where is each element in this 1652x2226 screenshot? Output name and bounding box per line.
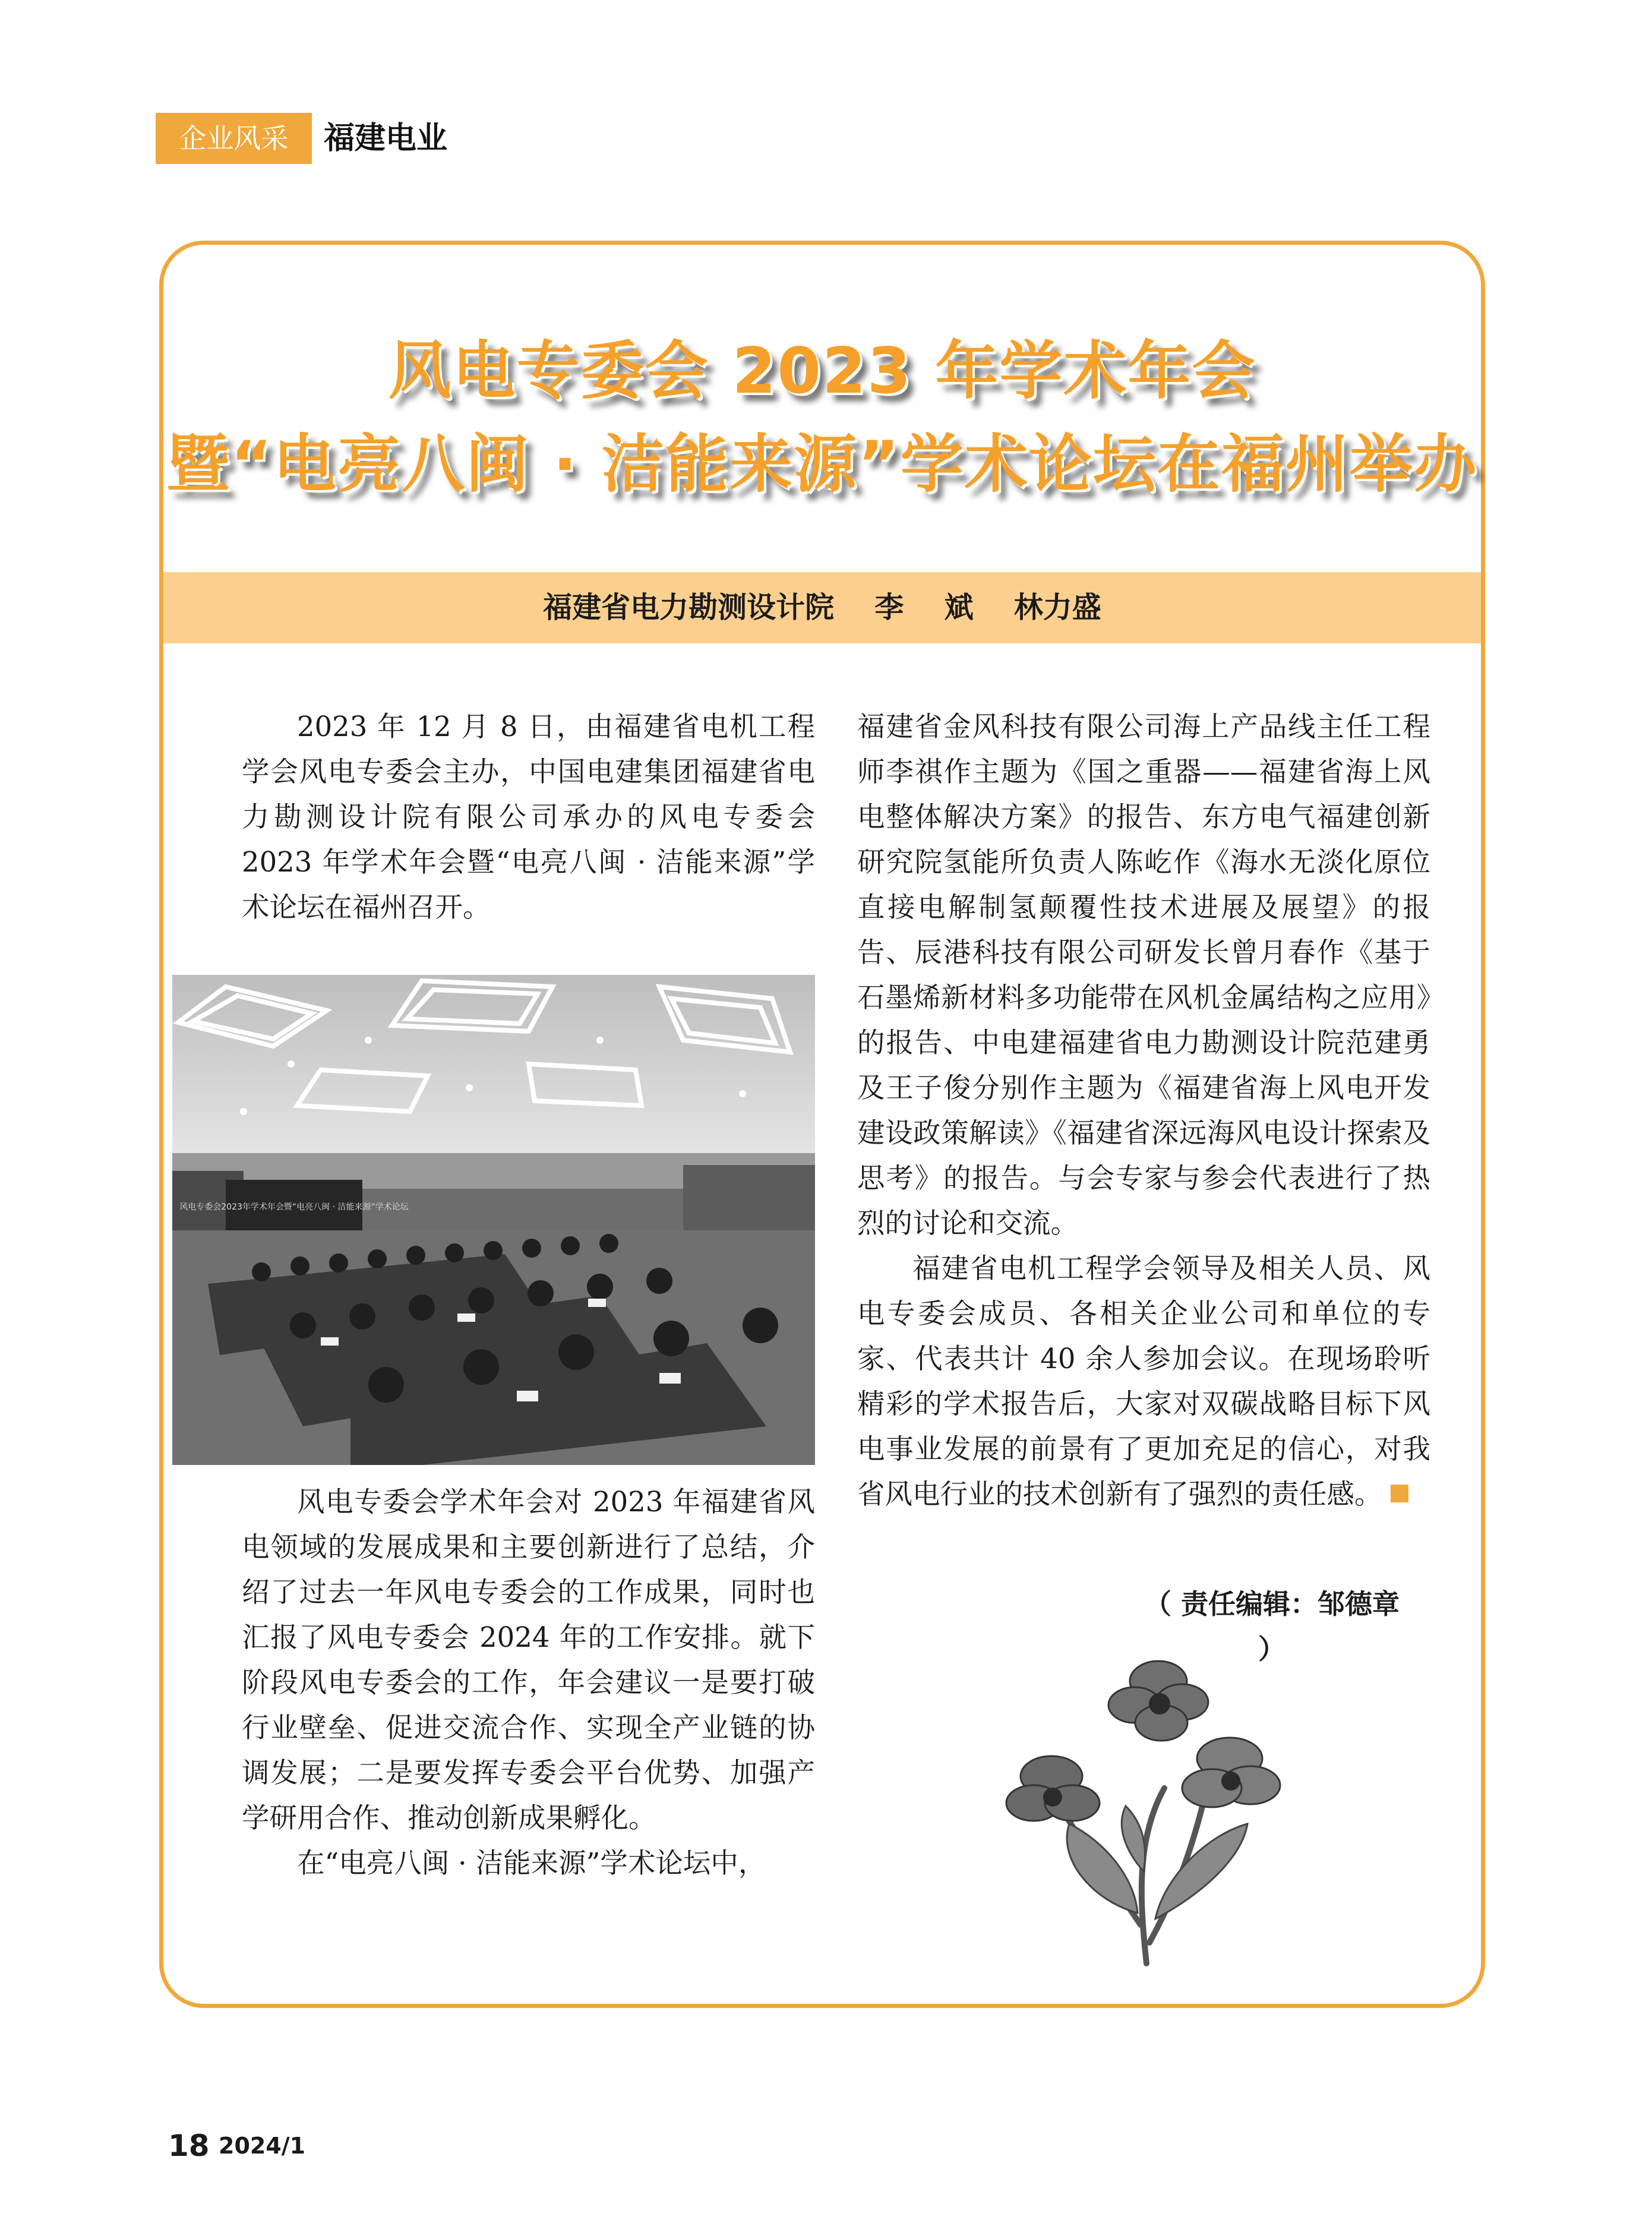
- article-title-line-2: 暨“电亮八闽 · 洁能来源”学术论坛在福州举办: [166, 428, 1478, 501]
- conference-photo: [172, 975, 815, 1465]
- paragraph-closing-text: 福建省电机工程学会领导及相关人员、风电专委会成员、各相关企业公司和单位的专家、代表共计 40 余人参加会议。在现场聆听精彩的学术报告后，大家对双碳战略目标下风电事业发展的前景有了更加充足的信心，对我省风电行业的技术创新有了强烈的责任感。: [857, 1252, 1430, 1510]
- issue-number: 2024/1: [219, 2133, 306, 2159]
- right-column: [857, 704, 1430, 1517]
- end-mark-icon: [1391, 1485, 1408, 1502]
- paragraph-intro: 2023 年 12 月 8 日，由福建省电机工程学会风电专委会主办，中国电建集团福建省电力勘测设计院有限公司承办的风电专委会 2023 年学术年会暨“电亮八闽 · 洁能来源”学术论坛在福州召开。: [242, 711, 815, 923]
- photo-screen-text: 风电专委会2023年学术年会暨“电亮八闽 · 洁能来源”学术论坛: [179, 1202, 409, 1212]
- paragraph-reports: 福建省金风科技有限公司海上产品线主任工程师李祺作主题为《国之重器——福建省海上风电整体解决方案》的报告、东方电气福建创新研究院氢能所负责人陈屹作《海水无淡化原位直接电解制氢颠覆性技术进展及展望》的报告、辰港科技有限公司研发长曾月春作《基于石墨烯新材料多功能带在风机金属结构之应用》的报告、中电建福建省电力勘测设计院范建勇及王子俊分别作主题为《福建省海上风电开发建设政策解读》《福建省深远海风电设计探索及思考》的报告。与会专家与参会代表进行了热烈的讨论和交流。: [857, 711, 1430, 1239]
- section-tag: 企业风采: [156, 113, 312, 164]
- paragraph-closing: [857, 1246, 1430, 1517]
- left-column-top: [242, 704, 815, 930]
- magazine-name: 福建电业: [324, 121, 448, 156]
- conference-photo-image: [172, 975, 815, 1465]
- byline: 福建省电力勘测设计院 李 斌 林力盛: [163, 572, 1481, 643]
- paragraph-forum-intro: 在“电亮八闽 · 洁能来源”学术论坛中，: [297, 1847, 766, 1879]
- flower-illustration-icon: [986, 1646, 1295, 1966]
- page-number: 18: [168, 2129, 210, 2163]
- editor-credit: （ 责任编辑：邹德章 ）: [1144, 1588, 1400, 1665]
- paragraph-summary: 风电专委会学术年会对 2023 年福建省风电领域的发展成果和主要创新进行了总结，介绍了过去一年风电专委会的工作成果，同时也汇报了风电专委会 2024 年的工作安排。就下阶段风电专委会的工作，年会建议一是要打破行业壁垒、促进交流合作、实现全产业链的协调发展；二是要发挥专委会平台优势、加强产学研用合作、推动创新成果孵化。: [242, 1486, 815, 1834]
- left-column-bottom: [242, 1479, 815, 1886]
- article-title-line-1: 风电专委会 2023 年学术年会: [388, 334, 1256, 408]
